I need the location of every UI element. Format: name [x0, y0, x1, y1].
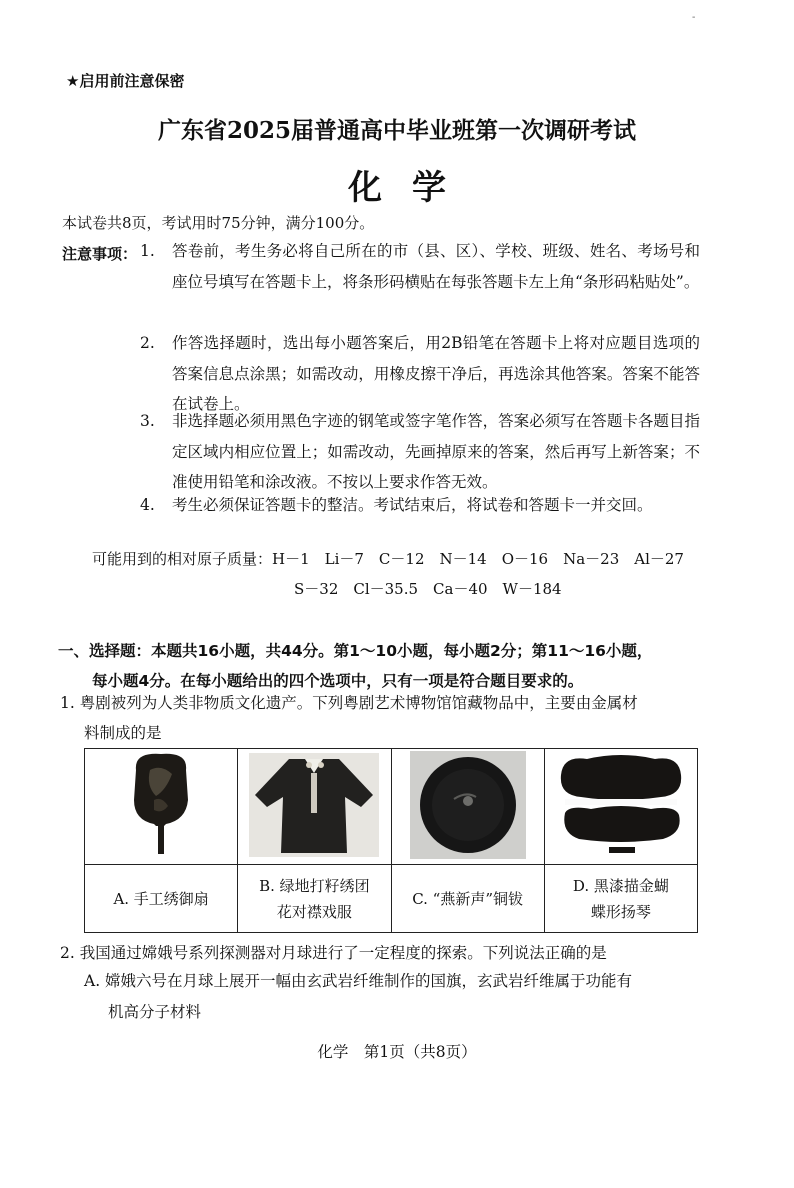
section-heading-line-1: 一、选择题：本题共16小题，共44分。第1～10小题，每小题2分；第11～16小题， [58, 642, 653, 660]
question-1-stem-line-1: 1. 粤剧被列为人类非物质文化遗产。下列粤剧艺术博物馆馆藏物品中，主要由金属材 [60, 694, 638, 712]
note-text: 答卷前，考生务必将自己所在的市（县、区）、学校、班级、姓名、考场号和座位号填写在答题卡上，将条形码横贴在每张答题卡左上角“条形码粘贴处”。 [172, 242, 700, 291]
option-c-image-cell [391, 749, 544, 865]
note-number: 3. [140, 412, 155, 430]
copper-cymbal-image [410, 751, 526, 859]
question-2-option-a-line-2: 机高分子材料 [108, 1003, 202, 1021]
question-1-stem-line-2: 料制成的是 [84, 724, 162, 742]
option-c-label [391, 865, 544, 933]
section-heading [58, 636, 698, 696]
option-a-text: A. 手工绣御扇 [113, 889, 209, 908]
option-d-text-1: D. 黑漆描金蝴 [572, 876, 669, 895]
butterfly-dulcimer-image [551, 751, 691, 859]
option-d-image-cell [544, 749, 697, 865]
exam-title: 广东省2025届普通高中毕业班第一次调研考试 [157, 117, 636, 144]
question-2-stem: 2. 我国通过嫦娥号系列探测器对月球进行了一定程度的探索。下列说法正确的是 [60, 944, 607, 962]
question-2-option-a-line-1: A. 嫦娥六号在月球上展开一幅由玄武岩纤维制作的国旗，玄武岩纤维属于功能有 [84, 972, 633, 990]
question-1 [60, 688, 700, 748]
atomic-mass-line-1: 可能用到的相对原子质量：H－1 Li－7 C－12 N－14 O－16 Na－23 Al－27 [92, 550, 684, 568]
opera-costume-image [249, 753, 379, 857]
note-text: 作答选择题时，选出每小题答案后，用2B铅笔在答题卡上将对应题目选项的答案信息点涂黑；如需改动，用橡皮擦干净后，再选涂其他答案。答案不能答在试卷上。 [172, 334, 700, 413]
embroidered-fan-image [126, 750, 196, 860]
subject-title: 化学 [348, 168, 476, 208]
option-d-label [544, 865, 697, 933]
option-c-text: C. “燕新声”铜钹 [412, 889, 524, 908]
notes-label: 注意事项： [62, 245, 138, 263]
option-a-image-cell [85, 749, 238, 865]
note-number: 4. [140, 496, 155, 514]
note-text: 考生必须保证答题卡的整洁。考试结束后，将试卷和答题卡一并交回。 [172, 496, 653, 514]
option-b-text-1: B. 绿地打籽绣团 [259, 876, 370, 895]
option-a-label [85, 865, 238, 933]
note-number: 1. [140, 242, 155, 260]
option-b-image-cell [238, 749, 391, 865]
section-heading-line-2: 每小题4分。在每小题给出的四个选项中，只有一项是符合题目要求的。 [92, 672, 584, 690]
note-number: 2. [140, 334, 155, 352]
page-footer: 化学 第1页（共8页） [317, 1043, 477, 1061]
exam-intro: 本试卷共8页，考试用时75分钟，满分100分。 [62, 214, 375, 232]
secret-notice: ★启用前注意保密 [66, 72, 185, 90]
question-2-option-a [84, 966, 698, 1028]
note-item-3 [140, 406, 700, 498]
question-1-options-table [84, 748, 698, 933]
note-text: 非选择题必须用黑色字迹的钢笔或签字笔作答，答案必须写在答题卡各题目指定区域内相应位置上；如需改动，先画掉原来的答案，然后再写上新答案；不准使用铅笔和涂改液。不按以上要求作答无效。 [172, 412, 700, 491]
note-item-1 [140, 236, 700, 297]
option-b-label [238, 865, 391, 933]
page-corner-mark: - [692, 12, 696, 23]
atomic-mass-line-2: S－32 Cl－35.5 Ca－40 W－184 [294, 580, 562, 598]
note-item-4 [140, 490, 700, 521]
option-d-text-2: 蝶形扬琴 [590, 902, 651, 921]
option-b-text-2: 花对襟戏服 [276, 902, 352, 921]
